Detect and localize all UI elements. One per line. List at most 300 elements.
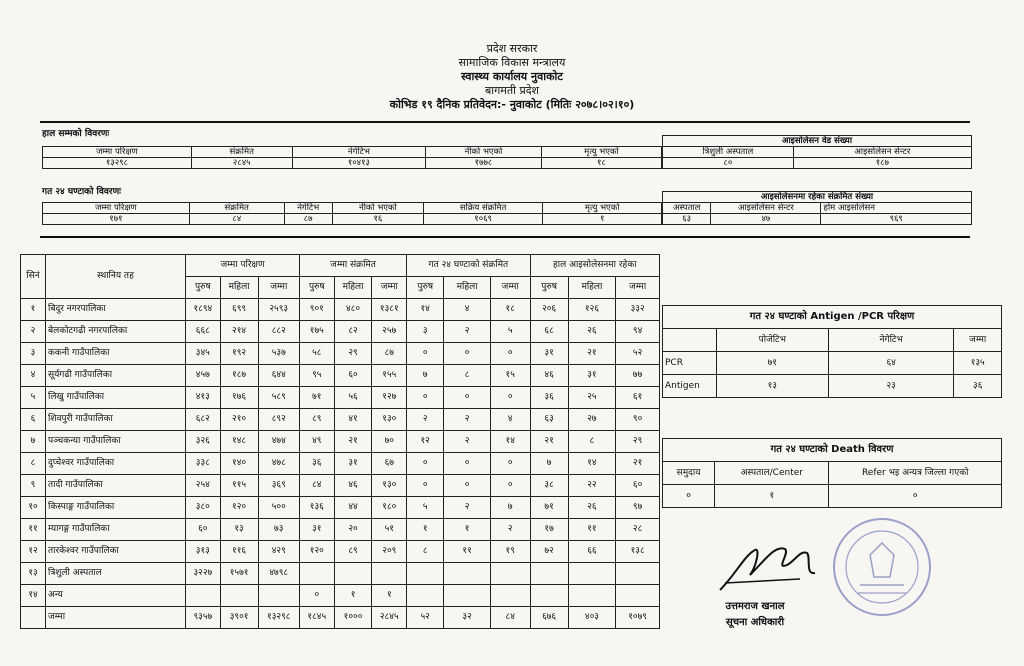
- isolation-status-value: ६३: [663, 214, 711, 225]
- row-value: ३१: [530, 343, 568, 365]
- row-value: १: [334, 585, 372, 607]
- row-value: २: [444, 431, 491, 453]
- row-place: जम्मा: [46, 607, 186, 629]
- row-place: किस्पाङ्ग गाउँपालिका: [46, 497, 186, 519]
- antigen-pcr-header: पोजेटिभ: [716, 329, 828, 352]
- row-value: ५२: [407, 607, 444, 629]
- row-value: ७२: [530, 541, 568, 563]
- row-value: ४६: [530, 365, 568, 387]
- row-value: ८८२: [258, 321, 299, 343]
- antigen-pcr-header: [663, 329, 717, 352]
- group-isolation: हाल आइसोलेसनमा रहेका: [530, 255, 659, 277]
- row-sn: ३: [21, 343, 46, 365]
- row-place: बेलकोटगढी नगरपालिका: [46, 321, 186, 343]
- total-row: [21, 607, 660, 629]
- antigen-pcr-header: जम्मा: [954, 329, 1002, 352]
- summary-header: संक्रमित: [191, 147, 292, 158]
- row-value: ०: [407, 387, 444, 409]
- isolation-status-value: ९६९: [821, 214, 972, 225]
- last24-value: १७१: [43, 214, 190, 225]
- last24-value: १६: [332, 214, 423, 225]
- row-value: ८२: [334, 321, 372, 343]
- row-value: २२: [568, 475, 616, 497]
- header-line-1: प्रदेश सरकार: [486, 42, 538, 55]
- row-value: ८९२: [258, 409, 299, 431]
- row-value: [530, 563, 568, 585]
- isolation-bed-value: १८७: [793, 158, 971, 169]
- row-value: ३३८: [186, 453, 221, 475]
- table-row: [21, 409, 660, 431]
- isolation-status-title: आइसोलेसनमा रहेका संक्रमित संख्या: [663, 192, 972, 203]
- row-value: ८: [444, 365, 491, 387]
- row-value: ०: [444, 453, 491, 475]
- row-value: [490, 585, 530, 607]
- row-value: ८: [407, 541, 444, 563]
- row-value: ८९: [334, 541, 372, 563]
- row-value: ४७९८: [258, 563, 299, 585]
- row-value: १८०: [372, 497, 407, 519]
- row-value: ८: [568, 431, 616, 453]
- antigen-pcr-value: ६४: [828, 352, 954, 375]
- group-tests: जम्मा परिक्षण: [186, 255, 300, 277]
- last24-value: ८४: [189, 214, 284, 225]
- row-value: ४०३: [568, 607, 616, 629]
- sub-total: जम्मा: [258, 277, 299, 299]
- row-value: ९७: [616, 497, 660, 519]
- row-place: ककनी गाउँपालिका: [46, 343, 186, 365]
- row-sn: १३: [21, 563, 46, 585]
- row-value: ०: [407, 453, 444, 475]
- row-value: [220, 585, 258, 607]
- col-sn: सिनं: [21, 255, 46, 299]
- antigen-pcr-value: १३: [716, 375, 828, 398]
- row-value: ७१: [530, 497, 568, 519]
- row-value: ३६: [530, 387, 568, 409]
- antigen-pcr-row-label: PCR: [663, 352, 717, 375]
- row-value: ९३५७: [186, 607, 221, 629]
- last24-table: [42, 202, 662, 225]
- row-value: ५००: [258, 497, 299, 519]
- row-value: ५१: [372, 519, 407, 541]
- table-row: [21, 585, 660, 607]
- row-value: ६८: [530, 321, 568, 343]
- row-value: २६: [568, 321, 616, 343]
- header-line-4: बागमती प्रदेश: [484, 84, 540, 97]
- row-value: ७०: [372, 431, 407, 453]
- row-value: ५३७: [258, 343, 299, 365]
- row-sn: ५: [21, 387, 46, 409]
- row-value: [568, 563, 616, 585]
- row-value: ५२: [616, 343, 660, 365]
- row-value: ३१: [334, 453, 372, 475]
- last24-header: सक्रिय संक्रमित: [423, 203, 542, 214]
- row-value: २०६: [530, 299, 568, 321]
- row-value: ६१: [616, 387, 660, 409]
- row-value: २५: [568, 387, 616, 409]
- row-value: ८४: [490, 607, 530, 629]
- row-place: म्यागङ्ग गाउँपालिका: [46, 519, 186, 541]
- row-value: २: [444, 409, 491, 431]
- row-value: ३१: [568, 365, 616, 387]
- row-value: ५६: [334, 387, 372, 409]
- row-value: [299, 563, 334, 585]
- summary-table: [42, 146, 662, 169]
- row-sn: [21, 607, 46, 629]
- row-value: १९: [490, 541, 530, 563]
- report-title: कोभिड १९ दैनिक प्रतिवेदन:- नुवाकोट (मितिः २०७८।०२।१०): [389, 98, 635, 111]
- row-value: ४: [490, 409, 530, 431]
- row-value: १७६: [220, 387, 258, 409]
- row-value: ७१: [299, 387, 334, 409]
- sub-total: जम्मा: [490, 277, 530, 299]
- row-value: २: [490, 519, 530, 541]
- row-place: पञ्चकन्या गाउँपालिका: [46, 431, 186, 453]
- death-header: समुदाय: [663, 462, 715, 485]
- row-value: २: [444, 497, 491, 519]
- row-value: १८: [490, 299, 530, 321]
- row-value: ६०: [334, 365, 372, 387]
- row-sn: ९: [21, 475, 46, 497]
- isolation-bed-header: त्रिशुली अस्पताल: [663, 147, 794, 158]
- row-value: ८७: [372, 343, 407, 365]
- row-value: ४९: [299, 431, 334, 453]
- row-value: ६०: [616, 475, 660, 497]
- isolation-status-header: आइसोलेसन सेन्टर: [711, 203, 821, 214]
- row-value: ५८९: [258, 387, 299, 409]
- row-value: १३०: [372, 409, 407, 431]
- row-value: ०: [490, 475, 530, 497]
- report-header: [0, 42, 1024, 112]
- isolation-status-header: होम आइसोलेसन: [821, 203, 972, 214]
- sub-female: महिला: [334, 277, 372, 299]
- sub-male: पुरुष: [407, 277, 444, 299]
- row-place: लिखु गाउँपालिका: [46, 387, 186, 409]
- row-value: ४५७: [186, 365, 221, 387]
- row-value: ४७४: [258, 431, 299, 453]
- row-value: [444, 585, 491, 607]
- table-row: [21, 321, 660, 343]
- row-place: दुप्चेश्वर गाउँपालिका: [46, 453, 186, 475]
- row-place: अन्य: [46, 585, 186, 607]
- row-sn: ७: [21, 431, 46, 453]
- death-header: अस्पताल/Center: [715, 462, 829, 485]
- table-row: [21, 343, 660, 365]
- row-value: ०: [490, 387, 530, 409]
- row-value: १: [407, 519, 444, 541]
- antigen-pcr-value: २३: [828, 375, 954, 398]
- row-value: ६६: [568, 541, 616, 563]
- row-sn: ११: [21, 519, 46, 541]
- last24-value: १: [543, 214, 662, 225]
- row-value: १२७: [372, 387, 407, 409]
- row-value: १०००: [334, 607, 372, 629]
- row-value: ६८२: [186, 409, 221, 431]
- row-value: ९०: [616, 409, 660, 431]
- row-value: ०: [444, 387, 491, 409]
- row-sn: १४: [21, 585, 46, 607]
- row-value: २८: [616, 519, 660, 541]
- sub-female: महिला: [444, 277, 491, 299]
- row-value: ७: [407, 365, 444, 387]
- row-value: २१: [568, 343, 616, 365]
- last24-header: नीको भएको: [332, 203, 423, 214]
- row-value: १: [444, 519, 491, 541]
- row-value: [372, 563, 407, 585]
- row-value: ७: [490, 497, 530, 519]
- row-value: ४: [444, 299, 491, 321]
- row-value: ६९९: [220, 299, 258, 321]
- row-value: ३२: [444, 607, 491, 629]
- row-sn: २: [21, 321, 46, 343]
- antigen-pcr-title: गत २४ घण्टाको Antigen /PCR परिक्षण: [663, 306, 1002, 329]
- row-value: २०: [334, 519, 372, 541]
- last24-value: १०६९: [423, 214, 542, 225]
- row-value: ०: [299, 585, 334, 607]
- summary-value: १३२९८: [43, 158, 192, 169]
- summary-value: १७७८: [426, 158, 542, 169]
- table-row: [21, 541, 660, 563]
- table-row: [21, 431, 660, 453]
- isolation-status-value: ४७: [711, 214, 821, 225]
- row-value: १३२९८: [258, 607, 299, 629]
- antigen-pcr-header: नेगेटिभ: [828, 329, 954, 352]
- header-line-2: सामाजिक विकास मन्त्रालय: [458, 56, 566, 69]
- signature-mark: [715, 535, 825, 595]
- row-value: ३९०१: [220, 607, 258, 629]
- row-value: [616, 563, 660, 585]
- summary-header: नीको भएको: [426, 147, 542, 158]
- row-value: १२०: [220, 497, 258, 519]
- row-value: ५: [490, 321, 530, 343]
- row-place: सूर्यगढी गाउँपालिका: [46, 365, 186, 387]
- row-value: ०: [444, 343, 491, 365]
- row-value: २९: [616, 431, 660, 453]
- office-stamp: [830, 515, 935, 620]
- row-value: १२६: [568, 299, 616, 321]
- row-value: ४१३: [186, 387, 221, 409]
- row-value: २: [407, 409, 444, 431]
- row-value: १०७९: [616, 607, 660, 629]
- row-value: ४८०: [334, 299, 372, 321]
- summary-header: जम्मा परिक्षण: [43, 147, 192, 158]
- sub-male: पुरुष: [299, 277, 334, 299]
- table-row: [21, 453, 660, 475]
- row-value: १८४५: [299, 607, 334, 629]
- row-place: तादी गाउँपालिका: [46, 475, 186, 497]
- row-value: १४: [407, 299, 444, 321]
- row-value: ७: [530, 453, 568, 475]
- row-value: ०: [444, 475, 491, 497]
- antigen-pcr-value: ७१: [716, 352, 828, 375]
- row-value: ३६९: [258, 475, 299, 497]
- row-value: [530, 585, 568, 607]
- isolation-bed-value: ८०: [663, 158, 794, 169]
- row-place: बिदुर नगरपालिका: [46, 299, 186, 321]
- row-value: १३: [220, 519, 258, 541]
- row-value: ७३: [258, 519, 299, 541]
- header-line-3: स्वास्थ्य कार्यालय नुवाकोट: [461, 70, 563, 83]
- row-value: २१: [530, 431, 568, 453]
- row-sn: १: [21, 299, 46, 321]
- row-value: ४६: [334, 475, 372, 497]
- isolation-bed-table: [662, 135, 972, 169]
- row-value: ९४: [616, 321, 660, 343]
- sub-female: महिला: [220, 277, 258, 299]
- isolation-status-header: अस्पताल: [663, 203, 711, 214]
- row-value: [258, 585, 299, 607]
- row-value: ५: [407, 497, 444, 519]
- summary-value: १८: [541, 158, 661, 169]
- death-value: ०: [829, 485, 1002, 508]
- row-value: २९: [334, 343, 372, 365]
- row-value: ६३: [530, 409, 568, 431]
- death-table: [662, 438, 1002, 508]
- row-value: २५९३: [258, 299, 299, 321]
- row-place: त्रिशुली अस्पताल: [46, 563, 186, 585]
- row-value: ८९: [299, 409, 334, 431]
- death-header: Refer भइ अन्यत्र जिल्ला गएको: [829, 462, 1002, 485]
- table-row: [21, 387, 660, 409]
- row-value: ४४: [334, 497, 372, 519]
- row-sn: १०: [21, 497, 46, 519]
- row-value: २१०: [220, 409, 258, 431]
- sub-male: पुरुष: [530, 277, 568, 299]
- row-value: १४: [490, 431, 530, 453]
- row-value: ९५: [299, 365, 334, 387]
- row-value: १७: [530, 519, 568, 541]
- row-value: [186, 585, 221, 607]
- row-value: २: [444, 321, 491, 343]
- row-value: ३२२७: [186, 563, 221, 585]
- col-place: स्थानिय तह: [46, 255, 186, 299]
- isolation-status-table: [662, 191, 972, 225]
- row-value: ३३२: [616, 299, 660, 321]
- row-value: १८९४: [186, 299, 221, 321]
- row-sn: ६: [21, 409, 46, 431]
- row-value: ३१३: [186, 541, 221, 563]
- municipality-table: [20, 254, 660, 629]
- row-value: १९२: [220, 343, 258, 365]
- last24-header: जम्मा परिक्षण: [43, 203, 190, 214]
- signatory-title: सूचना अधिकारी: [725, 617, 785, 628]
- table-row: [21, 497, 660, 519]
- row-value: १२०: [299, 541, 334, 563]
- row-value: १५: [490, 365, 530, 387]
- sub-female: महिला: [568, 277, 616, 299]
- group-infected: जम्मा संक्रमित: [299, 255, 406, 277]
- row-value: ०: [490, 453, 530, 475]
- row-value: [568, 585, 616, 607]
- row-value: ६४४: [258, 365, 299, 387]
- row-value: ०: [407, 343, 444, 365]
- summary-value: २८४५: [191, 158, 292, 169]
- group-last24: गत २४ घण्टाको संक्रमित: [407, 255, 530, 277]
- last24-header: नेगेटिभ: [284, 203, 332, 214]
- row-value: २१: [334, 431, 372, 453]
- row-value: २५४: [186, 475, 221, 497]
- row-value: ४७८: [258, 453, 299, 475]
- row-value: ११६: [220, 541, 258, 563]
- row-value: ६६८: [186, 321, 221, 343]
- row-value: १२: [407, 431, 444, 453]
- table-row: [21, 365, 660, 387]
- row-value: १८७: [220, 365, 258, 387]
- table-row: [21, 475, 660, 497]
- row-value: १३८: [616, 541, 660, 563]
- antigen-pcr-row-label: Antigen: [663, 375, 717, 398]
- row-value: २७: [568, 409, 616, 431]
- death-value: १: [715, 485, 829, 508]
- isolation-bed-header: आइसोलेसन सेन्टर: [793, 147, 971, 158]
- table-row: [21, 299, 660, 321]
- row-value: ०: [490, 343, 530, 365]
- row-value: [407, 585, 444, 607]
- row-place: तारकेश्वर गाउँपालिका: [46, 541, 186, 563]
- sub-male: पुरुष: [186, 277, 221, 299]
- row-value: ६०: [186, 519, 221, 541]
- row-value: ११: [568, 519, 616, 541]
- row-value: ८४: [299, 475, 334, 497]
- summary-value: १०४१३: [292, 158, 426, 169]
- signatory-name: उत्तमराज खनाल: [725, 601, 785, 612]
- summary-header: नेगेटिभ: [292, 147, 426, 158]
- row-value: ९०१: [299, 299, 334, 321]
- row-value: १५५: [372, 365, 407, 387]
- row-value: ६७६: [530, 607, 568, 629]
- last24-header: संक्रमित: [189, 203, 284, 214]
- row-value: १३८१: [372, 299, 407, 321]
- row-value: १: [372, 585, 407, 607]
- row-value: १३६: [299, 497, 334, 519]
- row-sn: ८: [21, 453, 46, 475]
- row-value: १४: [568, 453, 616, 475]
- row-value: २८४५: [372, 607, 407, 629]
- row-value: ११: [444, 541, 491, 563]
- section-rule: [40, 236, 970, 238]
- row-value: [407, 563, 444, 585]
- death-title: गत २४ घण्टाको Death विवरण: [663, 439, 1002, 462]
- row-value: ३८: [530, 475, 568, 497]
- summary-header: मृत्यु भएको: [541, 147, 661, 158]
- row-value: ३१: [299, 519, 334, 541]
- row-value: २५७: [372, 321, 407, 343]
- row-value: १४८: [220, 431, 258, 453]
- header-rule: [40, 121, 970, 123]
- table-row: [21, 519, 660, 541]
- row-value: ४१: [334, 409, 372, 431]
- row-value: [616, 585, 660, 607]
- row-value: [444, 563, 491, 585]
- row-value: [334, 563, 372, 585]
- death-value: ०: [663, 485, 715, 508]
- row-value: २१: [616, 453, 660, 475]
- row-value: ०: [407, 475, 444, 497]
- row-value: १५७१: [220, 563, 258, 585]
- row-value: ३२६: [186, 431, 221, 453]
- row-value: ३४५: [186, 343, 221, 365]
- row-value: ४२९: [258, 541, 299, 563]
- row-value: १३०: [372, 475, 407, 497]
- last24-header: मृत्यु भएको: [543, 203, 662, 214]
- row-value: २०९: [372, 541, 407, 563]
- row-value: ७७: [616, 365, 660, 387]
- row-value: १७५: [299, 321, 334, 343]
- row-sn: १२: [21, 541, 46, 563]
- summary-label: हाल सम्मको विवरणः: [42, 129, 110, 139]
- row-sn: ४: [21, 365, 46, 387]
- row-value: [490, 563, 530, 585]
- sub-total: जम्मा: [372, 277, 407, 299]
